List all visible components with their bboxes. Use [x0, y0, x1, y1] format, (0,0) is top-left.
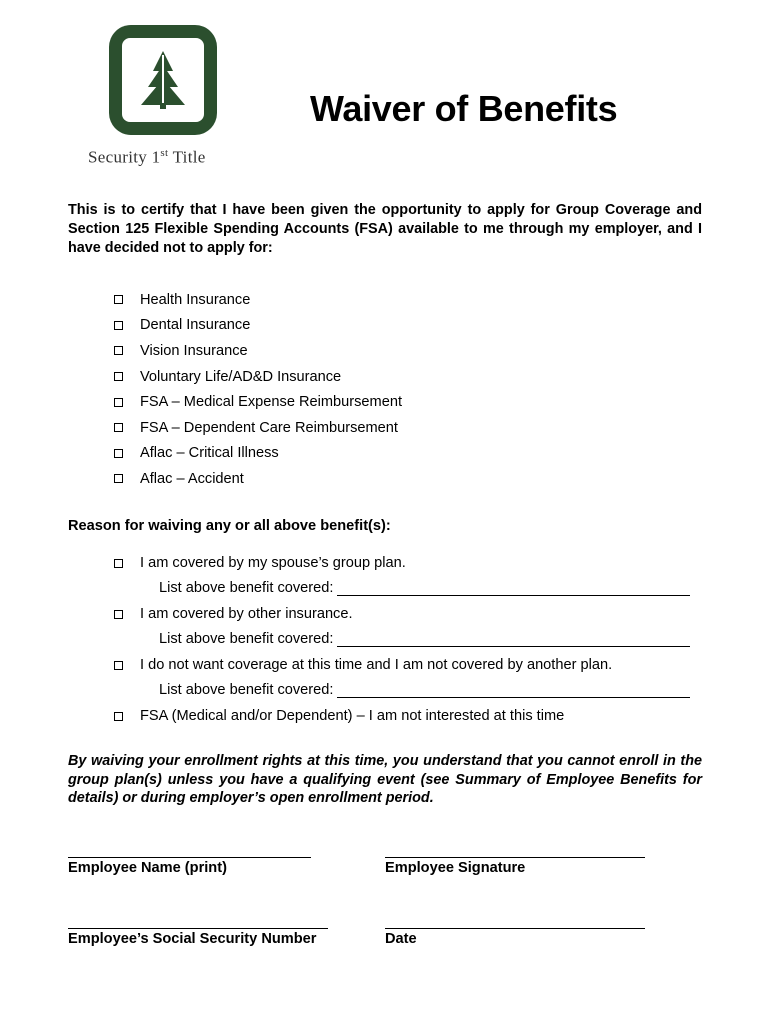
- company-name: Security 1st Title: [88, 147, 206, 167]
- reason-label: I am covered by my spouse’s group plan.: [140, 555, 406, 571]
- benefit-label: Aflac – Critical Illness: [140, 445, 279, 462]
- list-item: [114, 287, 402, 313]
- list-item: [114, 441, 402, 467]
- benefit-label: FSA – Medical Expense Reimbursement: [140, 394, 402, 411]
- employee-name-label: Employee Name (print): [68, 860, 227, 876]
- list-item: [114, 389, 402, 415]
- list-item: [114, 364, 402, 390]
- checkbox-health-insurance[interactable]: [114, 295, 123, 304]
- reason-label: I do not want coverage at this time and I am not covered by another plan.: [140, 657, 613, 673]
- checkbox-reason-fsa[interactable]: [114, 712, 123, 721]
- employee-signature-field[interactable]: [385, 857, 645, 858]
- ssn-field[interactable]: [68, 928, 328, 929]
- reason-item-spouse: [114, 555, 406, 571]
- reason-item-fsa: [114, 708, 564, 724]
- reason-item-no-coverage: [114, 657, 612, 673]
- benefit-label: Dental Insurance: [140, 317, 251, 334]
- date-field[interactable]: [385, 928, 645, 929]
- reason-label: FSA (Medical and/or Dependent) – I am not interested at this time: [140, 708, 565, 724]
- benefit-covered-line: [159, 631, 690, 647]
- checkbox-fsa-medical[interactable]: [114, 398, 123, 407]
- checkbox-aflac-critical[interactable]: [114, 449, 123, 458]
- ssn-label: Employee’s Social Security Number: [68, 931, 317, 947]
- reason-item-other-insurance: [114, 606, 353, 622]
- benefit-covered-label: List above benefit covered:: [159, 580, 334, 596]
- page-title: Waiver of Benefits: [310, 88, 618, 129]
- list-item: [114, 338, 402, 364]
- list-item: [114, 415, 402, 441]
- benefit-covered-label: List above benefit covered:: [159, 682, 334, 698]
- benefit-covered-field-1[interactable]: [337, 581, 690, 596]
- benefit-label: Health Insurance: [140, 291, 251, 308]
- list-item: [114, 313, 402, 339]
- benefit-covered-field-3[interactable]: [337, 683, 690, 698]
- checkbox-vision-insurance[interactable]: [114, 346, 123, 355]
- benefit-label: Aflac – Accident: [140, 470, 244, 487]
- checkbox-reason-other-insurance[interactable]: [114, 610, 123, 619]
- benefits-checklist: [114, 287, 402, 492]
- list-item: [114, 466, 402, 492]
- waiver-notice: By waiving your enrollment rights at this time, you understand that you cannot enroll in the group plan(s) unless you have a qualifying event (see Summary of Employee Benefits for details) or during employer’s open enrollment period.: [68, 753, 702, 806]
- benefit-label: Vision Insurance: [140, 342, 248, 359]
- employee-signature-label: Employee Signature: [385, 860, 526, 876]
- benefit-covered-line: [159, 580, 690, 596]
- certification-text: This is to certify that I have been given the opportunity to apply for Group Coverage and Section 125 Flexible Spending Accounts (FSA) available to me through my employer, and I have decided not to apply for:: [68, 202, 702, 256]
- reason-label: I am covered by other insurance.: [140, 606, 353, 622]
- benefit-covered-field-2[interactable]: [337, 632, 690, 647]
- checkbox-reason-no-coverage[interactable]: [114, 661, 123, 670]
- benefit-label: Voluntary Life/AD&D Insurance: [140, 368, 342, 385]
- checkbox-fsa-dependent[interactable]: [114, 423, 123, 432]
- checkbox-voluntary-life[interactable]: [114, 372, 123, 381]
- checkbox-reason-spouse[interactable]: [114, 559, 123, 568]
- company-logo: [109, 25, 217, 135]
- employee-name-field[interactable]: [68, 857, 311, 858]
- benefit-label: FSA – Dependent Care Reimbursement: [140, 419, 398, 436]
- date-label: Date: [385, 931, 417, 947]
- checkbox-dental-insurance[interactable]: [114, 321, 123, 330]
- benefit-covered-line: [159, 682, 690, 698]
- reason-heading: Reason for waiving any or all above benefit(s):: [68, 518, 391, 534]
- benefit-covered-label: List above benefit covered:: [159, 631, 334, 647]
- checkbox-aflac-accident[interactable]: [114, 474, 123, 483]
